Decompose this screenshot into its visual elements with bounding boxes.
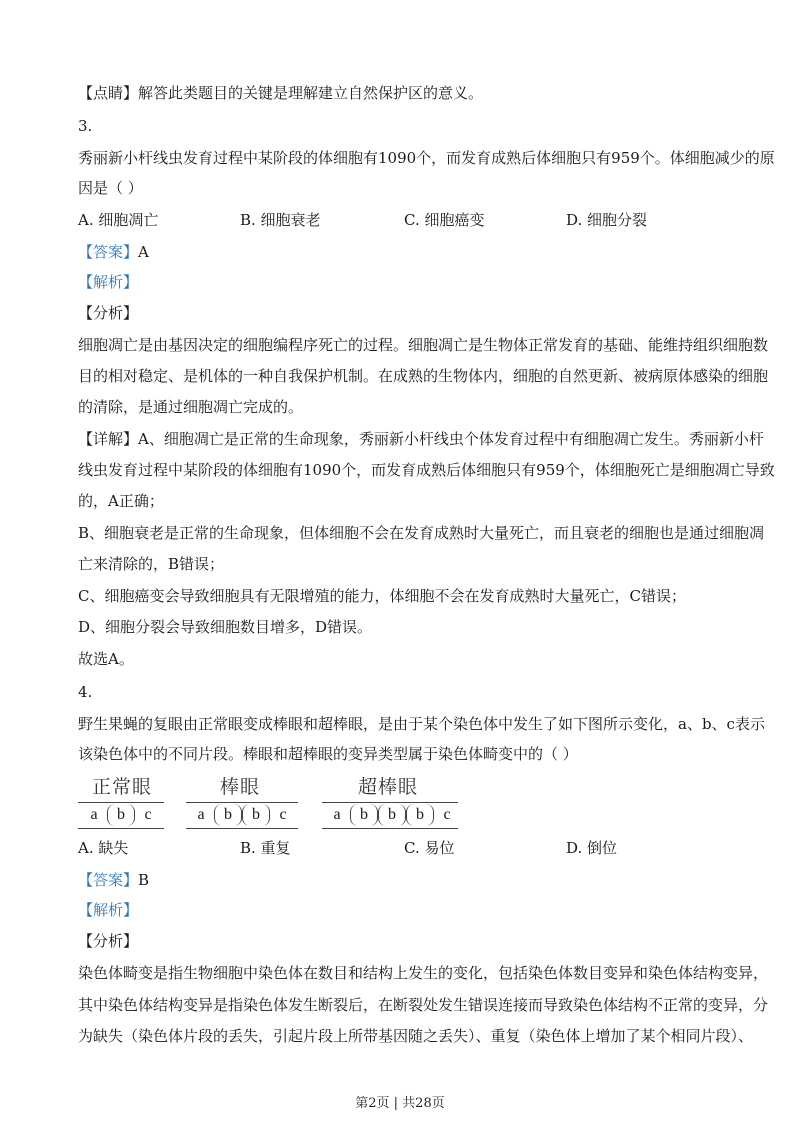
q3-detail-line1	[78, 429, 764, 449]
q4-option-c: C. 易位	[404, 839, 455, 857]
q4-option-b: B. 重复	[240, 839, 291, 857]
segment: c	[443, 806, 451, 823]
q3-conclusion: 故选A。	[78, 650, 134, 668]
page-footer: 第2页 | 共28页	[355, 1096, 445, 1111]
q3-fenxi-tag: 【分析】	[78, 304, 139, 322]
figure-title-normal: 正常眼	[92, 776, 153, 798]
q3-detail-line2: 线虫发育过程中某阶段的体细胞有1090个，而发育成熟后体细胞只有959个，体细胞死亡是细胞凋亡导致	[78, 461, 775, 479]
q3-option-d: D. 细胞分裂	[566, 211, 648, 229]
segments-bar	[188, 804, 296, 826]
tag-dianjing: 【点睛】	[78, 84, 139, 102]
tag-detail: 【详解】	[78, 430, 139, 448]
dianjing-text: 解答此类题目的关键是理解建立自然保护区的意义。	[138, 84, 484, 102]
q4-analysis-line1: 染色体畸变是指生物细胞中染色体在数目和结构上发生的变化，包括染色体数目变异和染色体结构变异，	[78, 964, 769, 982]
segment: b	[406, 804, 434, 826]
segment: a	[90, 806, 98, 823]
q3-detail-line3: 的，A正确；	[78, 492, 164, 510]
q4-analysis-line2: 其中染色体结构变异是指染色体发生断裂后，在断裂处发生错误连接而导致染色体结构不正常的变异，分	[78, 996, 769, 1014]
q4-option-a: A. 缺失	[78, 839, 129, 857]
q3-detail-line5: 亡来清除的，B错误；	[78, 555, 225, 573]
segment: b	[242, 804, 270, 826]
q3-analysis-line2: 目的相对稳定、是机体的一种自我保护机制。在成熟的生物体内，细胞的自然更新、被病原体感染的细胞	[78, 367, 769, 385]
question-4-stem-line2: 该染色体中的不同片段。棒眼和超棒眼的变异类型属于染色体畸变中的（ ）	[78, 745, 578, 763]
q3-detail-line4: B、细胞衰老是正常的生命现象，但体细胞不会在发育成熟时大量死亡，而且衰老的细胞也是通过细胞凋	[78, 524, 765, 542]
chromosome-line-normal-top	[78, 802, 164, 803]
segment: a	[333, 806, 341, 823]
segment: c	[144, 806, 152, 823]
chromosome-line-bar-bottom	[186, 828, 298, 829]
segment: b	[378, 804, 406, 826]
q3-detail-line7: D、细胞分裂会导致细胞数目增多，D错误。	[78, 618, 373, 636]
question-4-stem-line1: 野生果蝇的复眼由正常眼变成棒眼和超棒眼，是由于某个染色体中发生了如下图所示变化，a、b、c表示	[78, 715, 765, 733]
q3-answer-value: A	[138, 243, 149, 261]
q3-jiexi-tag: 【解析】	[78, 273, 139, 291]
question-3-stem-line1: 秀丽新小杆线虫发育过程中某阶段的体细胞有1090个，而发育成熟后体细胞只有959个。体细胞减少的原	[78, 149, 775, 167]
tag-answer: 【答案】	[78, 871, 139, 889]
segments-normal	[81, 804, 161, 826]
q3-detail-text1: A、细胞凋亡是正常的生命现象，秀丽新小杆线虫个体发育过程中有细胞凋亡发生。秀丽新小杆	[138, 430, 764, 448]
chromosome-line-ultra-bottom	[322, 828, 458, 829]
q4-jiexi-tag: 【解析】	[78, 901, 139, 919]
q4-fenxi-tag: 【分析】	[78, 932, 139, 950]
q3-option-c: C. 细胞癌变	[404, 211, 485, 229]
q4-analysis-line3: 为缺失（染色体片段的丢失，引起片段上所带基因随之丢失）、重复（染色体上增加了某个相同片段）、	[78, 1027, 754, 1045]
q3-answer	[78, 242, 728, 262]
figure-title-ultra: 超棒眼	[358, 776, 419, 798]
question-4-number: 4.	[78, 683, 93, 701]
question-3-stem-line2: 因是（ ）	[78, 179, 143, 197]
chromosome-line-bar-top	[186, 802, 298, 803]
q3-analysis-line1: 细胞凋亡是由基因决定的细胞编程序死亡的过程。细胞凋亡是生物体正常发育的基础、能维持组织细胞数	[78, 336, 769, 354]
chromosome-figure	[78, 772, 478, 830]
q3-detail-line6: C、细胞癌变会导致细胞具有无限增殖的能力，体细胞不会在发育成熟时大量死亡，C错误；	[78, 587, 686, 605]
q4-answer-value: B	[138, 871, 150, 889]
chromosome-line-normal-bottom	[78, 828, 164, 829]
segment: c	[279, 806, 287, 823]
tag-answer: 【答案】	[78, 243, 139, 261]
question-3-number: 3.	[78, 117, 93, 135]
figure-title-bar: 棒眼	[220, 776, 261, 798]
segments-ultra	[324, 804, 460, 826]
q3-option-a: A. 细胞凋亡	[78, 211, 159, 229]
segment: b	[107, 804, 135, 826]
q4-option-d: D. 倒位	[566, 839, 618, 857]
q3-option-b: B. 细胞衰老	[240, 211, 321, 229]
segment: a	[197, 806, 205, 823]
segment: b	[214, 804, 242, 826]
q4-answer	[78, 870, 728, 890]
chromosome-line-ultra-top	[322, 802, 458, 803]
dianjing-line	[78, 83, 728, 103]
q3-analysis-line3: 的清除，是通过细胞凋亡完成的。	[78, 398, 304, 416]
segment: b	[350, 804, 378, 826]
